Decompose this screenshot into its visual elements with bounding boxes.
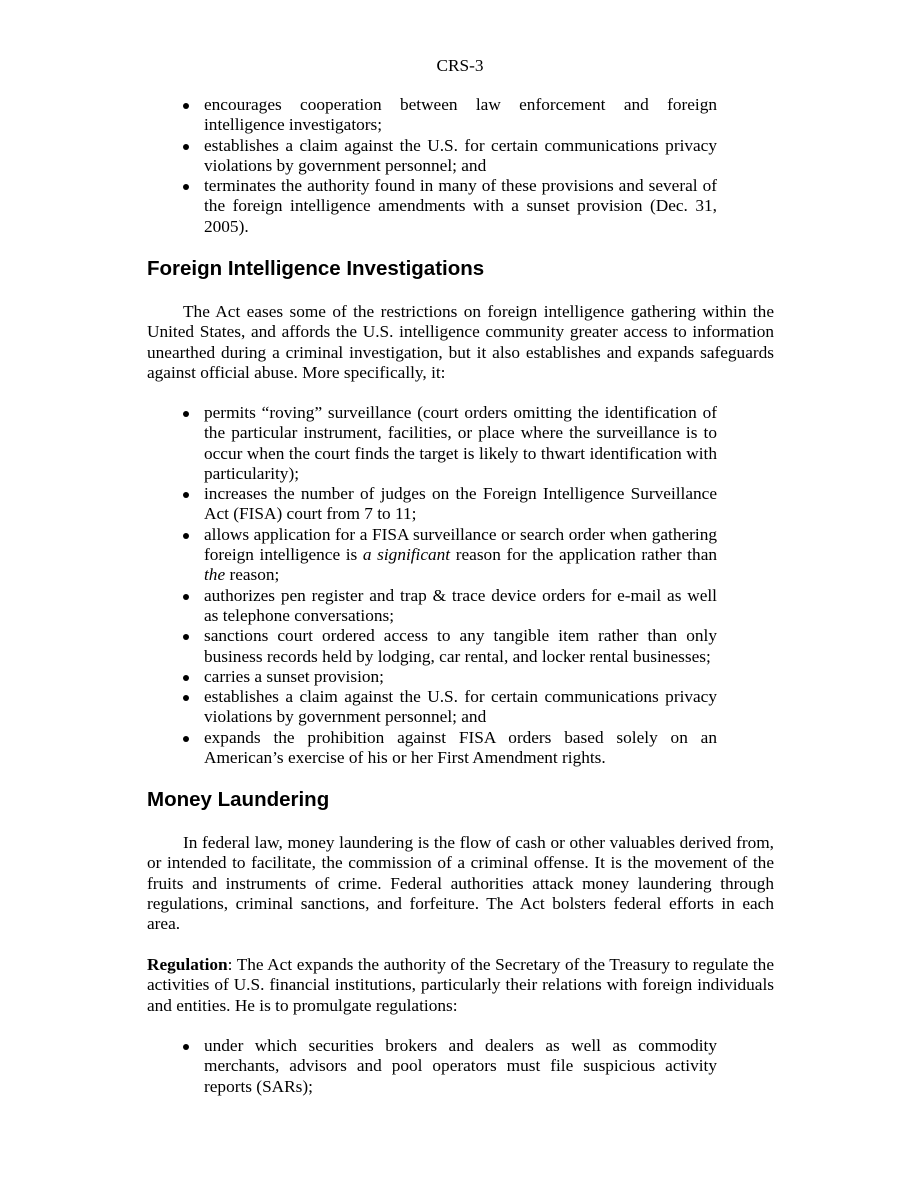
list-item-text: reason;: [225, 565, 280, 585]
money-laundering-paragraph: In federal law, money laundering is the flow of cash or other valuables derived from, or intended to facilitate, the commission of a criminal offense. It is the movement of the fruits and instruments of crime. Federal authorities attack money laundering through regulations, criminal sanctions, and forfeiture. The Act bolsters federal efforts in each area.: [147, 833, 774, 934]
list-item: [181, 525, 717, 586]
page-number: CRS-3: [436, 56, 484, 75]
list-item-text: reason for the application rather than: [450, 545, 718, 565]
list-item: permits “roving” surveillance (court orders omitting the identification of the particular instrument, facilities, or place where the surveillance is to occur when the court finds the target is likely to thwart identification with particularity);: [181, 403, 717, 484]
regulation-paragraph: [147, 955, 774, 1016]
list-item-text: allows application for a FISA surveillance or search order when gathering foreign intelligence is: [204, 524, 717, 565]
list-item: sanctions court ordered access to any tangible item rather than only business records held by lodging, car rental, and locker rental businesses;: [181, 626, 717, 667]
list-item: carries a sunset provision;: [181, 667, 717, 687]
list-item: encourages cooperation between law enforcement and foreign intelligence investigators;: [181, 95, 717, 136]
list-item: authorizes pen register and trap & trace device orders for e-mail as well as telephone conversations;: [181, 586, 717, 627]
list-item: under which securities brokers and dealers as well as commodity merchants, advisors and pool operators must file suspicious activity reports (SARs);: [181, 1036, 717, 1097]
intro-bullet-list: [181, 95, 717, 237]
regulation-bullet-list: [181, 1036, 717, 1097]
foreign-intelligence-bullet-list: [181, 403, 717, 768]
list-item: terminates the authority found in many of these provisions and several of the foreign intelligence amendments with a sunset provision (Dec. 31, 2005).: [181, 176, 717, 237]
regulation-text: : The Act expands the authority of the Secretary of the Treasury to regulate the activities of U.S. financial institutions, particularly their relations with foreign individuals and entities. He is to promulgate regulations:: [147, 955, 774, 1015]
emphasis-text: a significant: [362, 545, 451, 565]
section-heading-foreign-intelligence: Foreign Intelligence Investigations: [147, 257, 485, 280]
section-heading-money-laundering: Money Laundering: [147, 788, 330, 811]
list-item: establishes a claim against the U.S. for certain communications privacy violations by government personnel; and: [181, 136, 717, 177]
list-item: establishes a claim against the U.S. for certain communications privacy violations by government personnel; and: [181, 687, 717, 728]
foreign-intelligence-paragraph: The Act eases some of the restrictions on foreign intelligence gathering within the United States, and affords the U.S. intelligence community greater access to information unearthed during a criminal investigation, but it also establishes and expands safeguards against official abuse. More specifically, it:: [147, 302, 774, 382]
list-item: expands the prohibition against FISA orders based solely on an American’s exercise of his or her First Amendment rights.: [181, 728, 717, 769]
list-item: increases the number of judges on the Foreign Intelligence Surveillance Act (FISA) court from 7 to 11;: [181, 484, 717, 525]
regulation-label: Regulation: [147, 955, 228, 974]
emphasis-text: the: [204, 565, 226, 585]
